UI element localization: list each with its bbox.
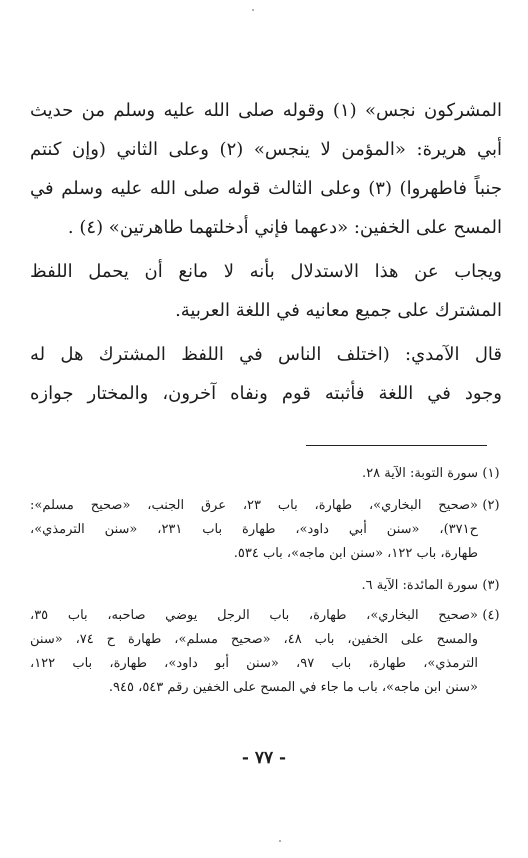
footnote-line: الترمذي»، طهارة، باب ٩٧، «سنن أبو داود»، طهارة، باب ١٢٢، — [30, 656, 478, 671]
footnote-line: «صحيح البخاري»، طهارة، باب الرجل يوضي صاحبه، باب ٣٥، — [30, 608, 478, 623]
body-line: وجود في اللغة فأثبته قوم ونفاه آخرون، والمختار جوازه — [30, 383, 502, 404]
body-line: أبي هريرة: «المؤمن لا ينجس» (٢) وعلى الثاني (وإن كنتم — [30, 139, 502, 160]
body-line: المسح على الخفين: «دعهما فإني أدخلتهما طاهرتين» (٤) . — [67, 217, 502, 238]
scan-speck — [279, 840, 281, 842]
footnote-line: «سنن ابن ماجه»، باب ما جاء في المسح على الخفين رقم ٥٤٣، ٩٤٥. — [108, 680, 478, 695]
body-line: جنباً فاطهروا) (٣) وعلى الثالث قوله صلى الله عليه وسلم في — [30, 178, 502, 199]
body-line: المشترك على جميع معانيه في اللغة العربية. — [175, 300, 502, 321]
page-number: - ٧٧ - — [241, 748, 287, 768]
footnote-line: سورة المائدة: الآية ٦. — [361, 578, 478, 593]
footnote-number: (١) — [482, 466, 500, 481]
footnote-line: «صحيح البخاري»، طهارة، باب ٢٣، عرق الجنب، «صحيح مسلم»: — [30, 498, 478, 513]
footnote-line: سورة التوبة: الآية ٢٨. — [362, 466, 478, 481]
footnote-line: طهارة، باب ١٢٢، «سنن ابن ماجه»، باب ٥٣٤. — [233, 546, 478, 561]
body-line: قال الآمدي: (اختلف الناس في اللفظ المشترك هل له — [30, 344, 502, 365]
footnote-line: والمسح على الخفين، باب ٤٨، «صحيح مسلم»، طهارة ح ٧٤، «سنن — [30, 632, 478, 647]
footnote-number: (٤) — [482, 608, 500, 623]
body-line: المشركون نجس» (١) وقوله صلى الله عليه وسلم من حديث — [30, 100, 502, 121]
footnote-separator — [306, 445, 487, 446]
scan-speck — [252, 9, 254, 11]
footnote-number: (٢) — [482, 498, 500, 513]
body-line: ويجاب عن هذا الاستدلال بأنه لا مانع أن يحمل اللفظ — [30, 261, 502, 282]
footnote-line: ح٣٧١)، «سنن أبي داود»، طهارة باب ٢٣١، «سنن الترمذي»، — [30, 522, 478, 537]
footnote-number: (٣) — [482, 578, 500, 593]
